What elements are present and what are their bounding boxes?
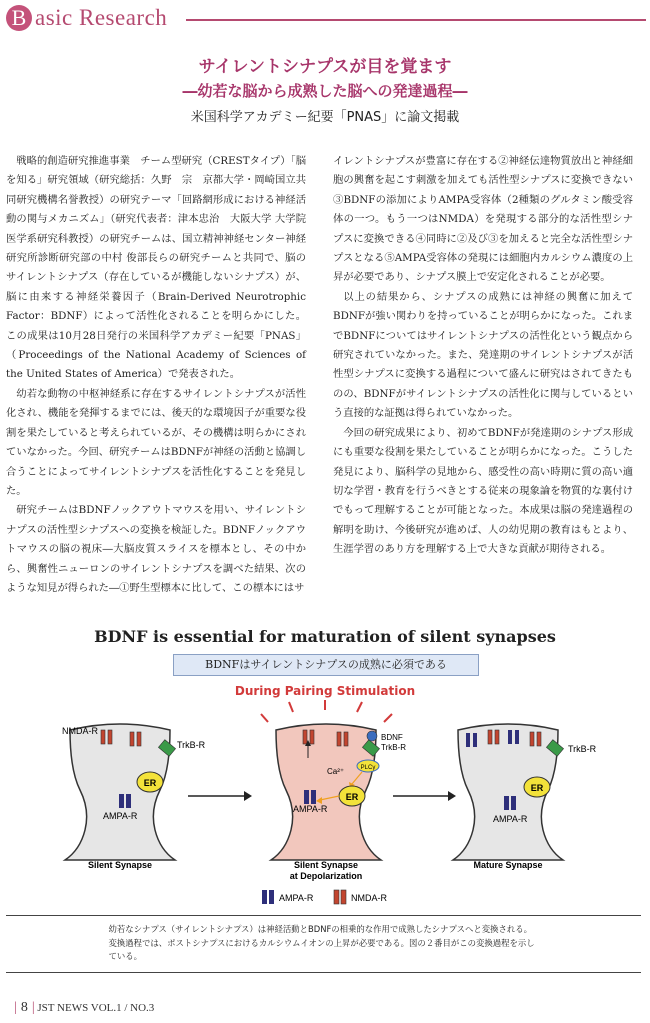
silent-spine-shape: [65, 724, 175, 860]
nmda-receptor-icon: [530, 732, 534, 746]
footer-bar-icon: |: [14, 1000, 17, 1015]
nmda-receptor-icon: [488, 730, 492, 744]
legend-nmda-swatch: [334, 890, 339, 904]
page-footer: | 8 | JST NEWS VOL.1 / NO.3: [14, 1000, 155, 1015]
stimulation-mark-icon: [261, 714, 268, 722]
nmda-receptor-icon: [310, 730, 314, 744]
synapse-diagram: [0, 700, 650, 910]
figure-caption-box: [6, 915, 641, 973]
page-number: 8: [20, 1000, 28, 1015]
depolarized-caption-line1: Silent Synapse: [293, 860, 359, 870]
transition-arrow-icon: [393, 791, 456, 801]
pairing-stimulation-label: During Pairing Stimulation: [234, 684, 416, 698]
ampa-label: AMPA-R: [493, 814, 528, 824]
nmda-receptor-icon: [537, 732, 541, 746]
bdnf-molecule-icon: [367, 731, 377, 741]
mature-synapse-caption: Mature Synapse: [473, 860, 543, 870]
nmda-receptor-icon: [303, 730, 307, 744]
silent-synapse-panel: [62, 724, 206, 870]
footer-publication: JST NEWS VOL.1 / NO.3: [37, 1002, 155, 1014]
section-initial-badge: B: [6, 5, 32, 31]
silent-synapse-caption: Silent Synapse: [87, 860, 153, 870]
section-name: asic Research: [35, 5, 168, 30]
body-paragraph: 幼若な動物の中枢神経系に存在するサイレントシナプスが活性化され、機能を発揮するまでには、後天的な環境因子が重要な役割を果たしていると考えられているが、その機構は明らかにされていなかった。今回、研究チームはBDNFが神経の活動と協調し合うことによってサイレントシナプスを活性化することを発見した。: [6, 387, 306, 497]
figure-subtitle-box: BDNFはサイレントシナプスの成熟に必須である: [173, 654, 479, 676]
body-paragraph: 研究チームはBDNFノックアウトマウスを用い、サイレントシナプスの活性型シナプスへの変換を検証した。BDNFノックアウトマウスの脳の視床―大脳皮質スライスを標本とし、その中から、興奮性ニューロンのサイレントシナプスを調べた結果、次のような知見が得られた―①野生型標本に比して、この標本にはサ: [6, 504, 306, 594]
stimulation-mark-icon: [289, 702, 293, 712]
stimulation-mark-icon: [357, 702, 362, 712]
nmda-label: NMDA-R: [62, 726, 98, 736]
body-column-right: [333, 152, 633, 560]
nmda-receptor-icon: [130, 732, 134, 746]
ampa-receptor-icon: [504, 796, 509, 810]
nmda-receptor-icon: [108, 730, 112, 744]
legend-ampa-label: AMPA-R: [279, 893, 314, 903]
mature-synapse-panel: [453, 724, 597, 870]
trkb-label: TrkB-R: [381, 743, 407, 752]
section-header: [6, 5, 646, 33]
ampa-receptor-icon: [466, 733, 470, 747]
section-divider: [186, 19, 646, 21]
stimulation-mark-icon: [384, 714, 392, 722]
er-label: ER: [143, 778, 157, 788]
article-title: サイレントシナプスが目を覚ます: [198, 57, 452, 77]
figure-title: BDNF is essential for maturation of silent synapses: [94, 627, 556, 646]
ampa-receptor-icon: [311, 790, 316, 804]
body-paragraph: イレントシナプスが豊富に存在する②神経伝達物質放出と神経細胞の興奮を起こす刺激を加えても活性型シナプスに変換できない③BDNFの添加によりAMPA受容体（2種類のグルタミン酸受容体の一つ。もう一つはNMDA）を発現する部分的な活性型シナプスに変換できる④同時に②及び③を加えると完全な活性型シナプスとなる⑤AMPA受容体の発現には細胞内カルシウム濃度の上昇が必要であり、シナプス膜上で安定化されることが必要。: [333, 155, 633, 284]
bdnf-label: BDNF: [381, 733, 403, 742]
body-paragraph: 以上の結果から、シナプスの成熟には神経の興奮に加えてBDNFが強い関わりを持っていることが明らかになった。これまでBDNFについてはサイレントシナプスの活性化という観点から研究されていなかった。また、発達期のサイレントシナプスが活性型シナプスに変換する過程について盛んに研究はされてきたものの、BDNFがサイレントシナプスの活性化に関与しているという直接的な証拠は得られていなかった。: [333, 290, 633, 420]
depolarized-synapse-panel: [261, 700, 406, 881]
body-paragraph: 今回の研究成果により、初めてBDNFが発達期のシナプス形成にも重要な役割を果たしていることが明らかになった。こうした発見により、脳科学の見地から、感受性の高い時期に質の高い適切な学習・教育を行うべきとする従来の現象論を物質的な裏付けでもって理解することが可能となった。本成果は脳の発達過程の解明を助け、今後研究が進めば、人の幼児期の教育はもとより、生涯学習のあり方を理解する上で大きな貢献が期待される。: [333, 426, 633, 556]
nmda-receptor-icon: [101, 730, 105, 744]
article-subtitle: ―幼若な脳から成熟した脳への発達過程―: [182, 82, 468, 100]
nmda-receptor-icon: [337, 732, 341, 746]
ampa-label: AMPA-R: [293, 804, 328, 814]
legend-nmda-label: NMDA-R: [351, 893, 387, 903]
nmda-receptor-icon: [137, 732, 141, 746]
ampa-receptor-icon: [304, 790, 309, 804]
depolarized-caption-line2: at Depolarization: [289, 871, 363, 881]
body-paragraph: 戦略的創造研究推進事業 チーム型研究（CRESTタイプ）「脳を知る」研究領域（研究総括：久野 宗 京都大学・岡崎国立共同研究機構名誉教授）の研究テーマ「回路網形成における神経活動の関与メカニズム」（研究代表者：津本忠治 大阪大学 大学院医学系研究科教授）の研究チームは、国立精神神経センター神経研究所診断研究部の中村 俊部長らの研究チームと共同で、脳のサイレントシナプス（存在しているが機能しないシナプス）が、脳に由来する神経栄養因子（Brain-Derived Neurotrophic Factor：BDNF）によって活性化されることを明らかにした。この成果は10月28日発行の米国科学アカデミー紀要「PNAS」（Proceedings of the National Academy of Sciences of the United States of America）で発表された。: [6, 155, 306, 381]
body-column-left: [6, 152, 306, 598]
ampa-receptor-icon: [126, 794, 131, 808]
plc-label: PLCγ: [360, 765, 376, 771]
trkb-label: TrkB-R: [568, 744, 597, 754]
er-label: ER: [345, 792, 359, 802]
journal-note: 米国科学アカデミー紀要「PNAS」に論文掲載: [190, 110, 460, 125]
ampa-receptor-icon: [515, 730, 519, 744]
ampa-receptor-icon: [511, 796, 516, 810]
transition-arrow-icon: [188, 791, 252, 801]
legend-ampa-swatch: [262, 890, 267, 904]
er-label: ER: [530, 783, 544, 793]
ampa-receptor-icon: [119, 794, 124, 808]
trkb-label: TrkB-R: [177, 740, 206, 750]
figure-caption: 幼若なシナプス（サイレントシナプス）は神経活動とBDNFの相乗的な作用で成熟したシナプスへと変換される。変換過程では、ポストシナプスにおけるカルシウムイオンの上昇が必要である。図の２番目がこの変換過程を示している。: [108, 924, 535, 961]
nmda-receptor-icon: [495, 730, 499, 744]
ampa-receptor-icon: [508, 730, 512, 744]
ampa-receptor-icon: [473, 733, 477, 747]
calcium-label: Ca²⁺: [327, 767, 345, 776]
nmda-receptor-icon: [344, 732, 348, 746]
ampa-label: AMPA-R: [103, 811, 138, 821]
figure-legend: [262, 890, 387, 904]
